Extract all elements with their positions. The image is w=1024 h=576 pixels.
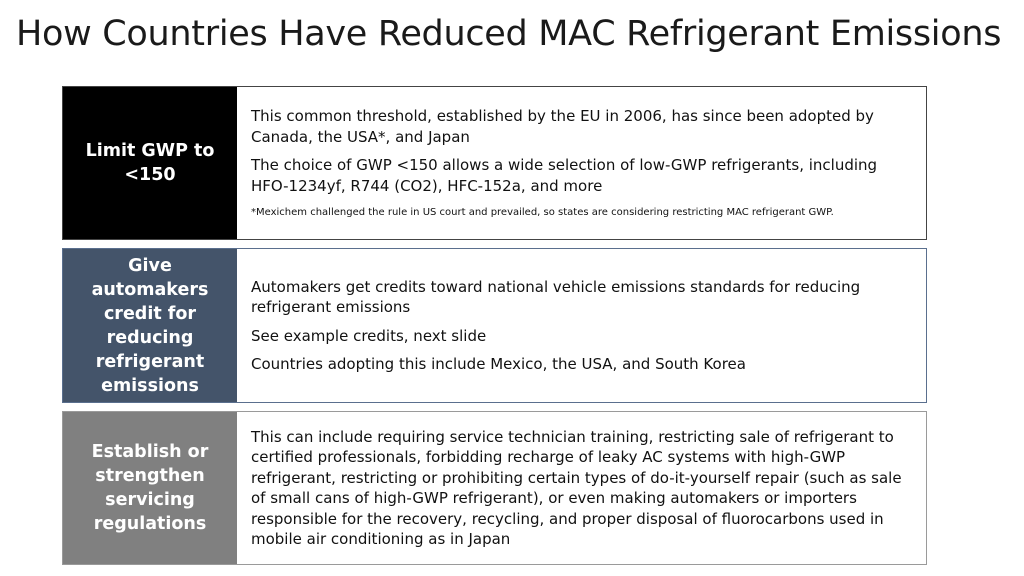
row-paragraph: The choice of GWP <150 allows a wide selection of low-GWP refrigerants, including HFO-1234yf, R744 (CO2), HFC-152a, and more bbox=[251, 156, 878, 195]
row-paragraph: See example credits, next slide bbox=[251, 326, 487, 345]
row-paragraph: This common threshold, established by the EU in 2006, has since been adopted by Canada, the USA*, and Japan bbox=[251, 107, 874, 146]
row-label: Limit GWP to <150 bbox=[63, 87, 237, 239]
row-content bbox=[237, 412, 926, 564]
row-paragraph: Countries adopting this include Mexico, the USA, and South Korea bbox=[251, 355, 746, 373]
row-paragraph: This can include requiring service technician training, restricting sale of refrigerant to certified professionals, forbidding recharge of leaky AC systems with high-GWP refrigerant, restricting or prohibiting certain types of do-it-yourself repair (such as sale of small cans of high-GWP refrigerant), or even making automakers or importers responsible for the recovery, recycling, and proper disposal of fluorocarbons used in mobile air conditioning as in Japan bbox=[251, 427, 902, 548]
footnote: *Mexichem challenged the rule in US court and prevailed, so states are considering restricting MAC refrigerant GWP. bbox=[251, 207, 834, 218]
row-content bbox=[237, 87, 926, 239]
row-label: Give automakers credit for reducing refrigerant emissions bbox=[63, 249, 237, 402]
slide-title: How Countries Have Reduced MAC Refrigerant Emissions bbox=[16, 14, 1002, 54]
row-label: Establish or strengthen servicing regulations bbox=[63, 412, 237, 564]
policy-row-servicing-regulations bbox=[62, 411, 927, 565]
row-content bbox=[237, 249, 926, 402]
policy-row-gwp-limit bbox=[62, 86, 927, 240]
row-paragraph: Automakers get credits toward national vehicle emissions standards for reducing refrigerant emissions bbox=[251, 277, 861, 316]
policy-row-automaker-credits bbox=[62, 248, 927, 403]
